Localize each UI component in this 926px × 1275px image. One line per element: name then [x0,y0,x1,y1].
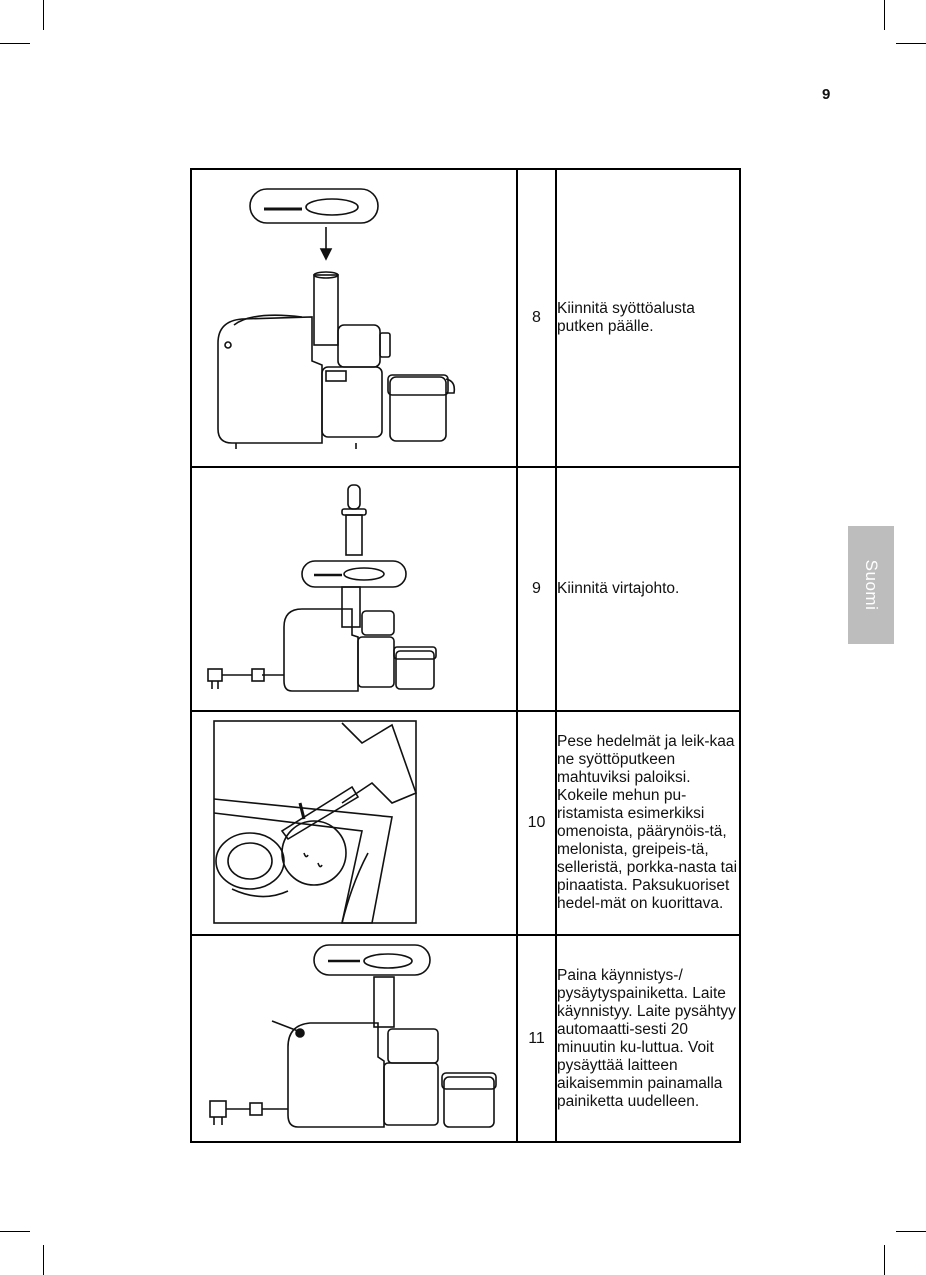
crop-mark [884,0,885,30]
step-number: 11 [517,935,556,1142]
step-row [191,711,740,935]
step-row [191,935,740,1142]
step-illustration [191,711,517,935]
crop-mark [43,1245,44,1275]
step-illustration [191,935,517,1142]
language-tab [848,526,894,644]
crop-mark [0,1231,30,1232]
step-row [191,467,740,711]
step-number: 8 [517,169,556,467]
step-illustration [191,169,517,467]
step-number: 10 [517,711,556,935]
step-row [191,169,740,467]
step-text: Paina käynnistys-/ pysäytyspainiketta. Laite käynnistyy. Laite pysähtyy automaatti-sesti 20 minuutin ku-luttua. Voit pysäyttää laitteen aikaisemmin painamalla painiketta uudelleen. [556,935,740,1142]
crop-mark [43,0,44,30]
instruction-table [190,168,741,1143]
language-tab-label: Suomi [862,559,881,611]
crop-mark [0,43,30,44]
cutting-fruit-illustration [192,713,516,933]
crop-mark [896,43,926,44]
juicer-connect-power-cord-illustration [192,469,516,709]
crop-mark [884,1245,885,1275]
page-number: 9 [822,86,831,103]
crop-mark [896,1231,926,1232]
step-text: Kiinnitä syöttöalusta putken päälle. [556,169,740,467]
juicer-attach-feed-tray-illustration [192,171,516,465]
step-number: 9 [517,467,556,711]
step-illustration [191,467,517,711]
step-text: Kiinnitä virtajohto. [556,467,740,711]
step-text: Pese hedelmät ja leik-kaa ne syöttöputkeen mahtuviksi paloiksi. Kokeile mehun pu-ristamista esimerkiksi omenoista, päärynöis-tä, melonista, greipeis-tä, selleristä, porkka-nasta tai pinaatista. Paksukuoriset hedel-mät on kuorittava. [556,711,740,935]
juicer-press-start-button-illustration [192,937,516,1140]
